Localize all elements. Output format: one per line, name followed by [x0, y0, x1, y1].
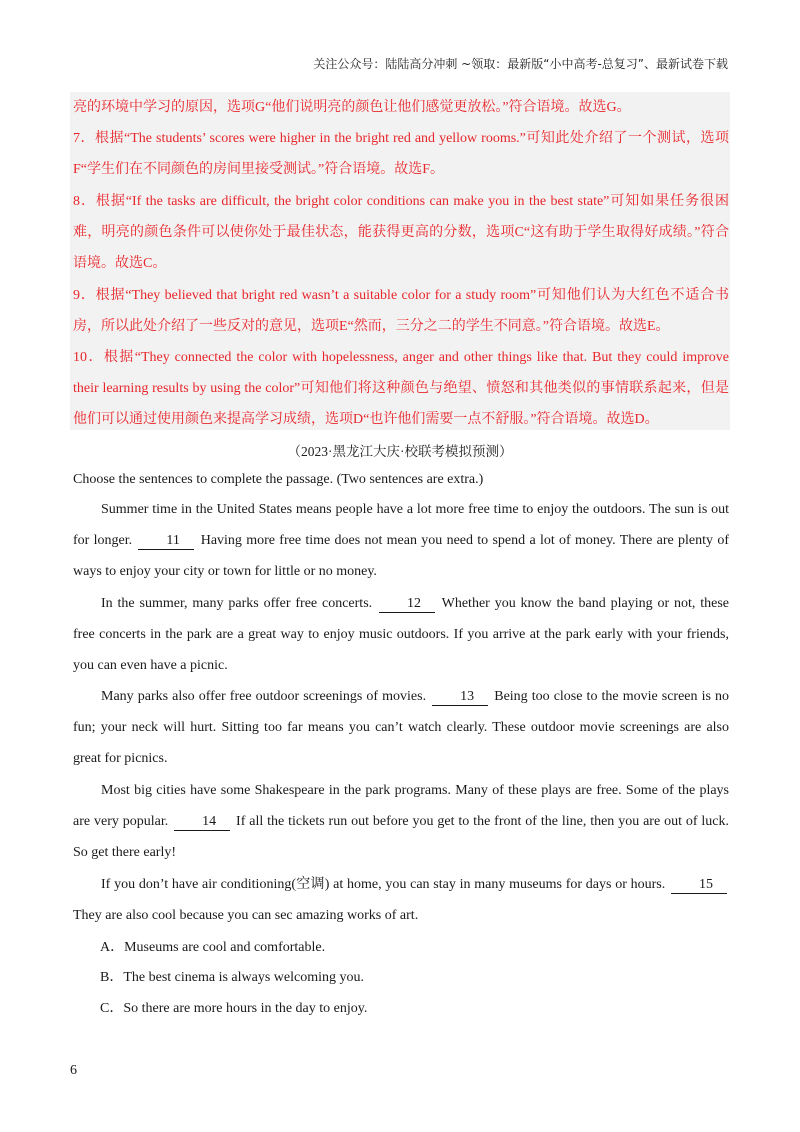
blank-11[interactable]: 11: [138, 533, 194, 550]
page-header: 关注公众号：陆陆高分冲刺 ~领取：最新版“小中高考-总复习”、最新试卷下载: [313, 57, 728, 71]
blank-13[interactable]: 13: [432, 689, 488, 706]
passage-paragraph-4: [73, 775, 729, 868]
explanation-7: 7．根据“The students’ scores were higher in the bright red and yellow rooms.”可知此处介绍了一个测试，选项F“学生们在不同颜色的房间里接受测试。”符合语境。故选F。: [73, 131, 729, 177]
blank-15[interactable]: 15: [671, 877, 727, 894]
paragraph-text: They are also cool because you can sec amazing works of art.: [73, 908, 419, 923]
passage-paragraph-5: [73, 869, 729, 931]
paragraph-text: If you don’t have air conditioning(空调) at home, you can stay in many museums for days or hours.: [101, 877, 669, 892]
paragraph-text: Being too close to the movie screen is no fun; your neck will hurt. Sitting too far means you can’t watch clearly. These outdoor movie screenings are also great for picnics.: [73, 689, 729, 766]
blank-14[interactable]: 14: [174, 814, 230, 831]
paragraph-text: If all the tickets run out before you get to the front of the line, then you are out of luck. So get there early!: [73, 814, 730, 860]
paragraph-text: Having more free time does not mean you need to spend a lot of money. There are plenty of ways to enjoy your city or town for little or no money.: [73, 533, 729, 579]
option-c: C．So there are more hours in the day to enjoy.: [100, 1001, 368, 1016]
question-source: （2023·黑龙江大庆·校联考模拟预测）: [287, 444, 513, 459]
passage-paragraph-1: [73, 494, 729, 587]
explanation-6-tail: 亮的环境中学习的原因，选项G“他们说明亮的颜色让他们感觉更放松。”符合语境。故选G。: [73, 100, 631, 115]
explanation-10: 10．根据“They connected the color with hopelessness, anger and other things like that. But they could improve their learning results by using the color”可知他们将这种颜色与绝望、愤怒和其他类似的事情联系起来，但是他们可以通过使用颜色来提高学习成绩，选项D“也许他们需要一点不舒服。”符合语境。故选D。: [73, 350, 729, 427]
passage-paragraph-2: [73, 588, 729, 681]
paragraph-text: Whether you know the band playing or not, these free concerts in the park are a great way to enjoy music outdoors. If you arrive at the park early with your friends, you can even have a picnic.: [73, 596, 729, 673]
option-b: B．The best cinema is always welcoming you.: [100, 970, 364, 985]
blank-12[interactable]: 12: [379, 596, 435, 613]
paragraph-text: In the summer, many parks offer free concerts.: [101, 596, 378, 611]
page-number: 6: [70, 1063, 77, 1078]
paragraph-text: Most big cities have some Shakespeare in the park programs. Many of these plays are free. Some of the plays are very popular.: [73, 783, 729, 829]
explanation-9: 9．根据“They believed that bright red wasn’t a suitable color for a study room”可知他们认为大红色不适合书房，所以此处介绍了一些反对的意见，选项E“然而，三分之二的学生不同意。”符合语境。故选E。: [73, 288, 729, 334]
paragraph-text: Many parks also offer free outdoor screenings of movies.: [101, 689, 431, 704]
instruction: Choose the sentences to complete the passage. (Two sentences are extra.): [73, 472, 484, 487]
paragraph-text: Summer time in the United States means people have a lot more free time to enjoy the outdoors. The sun is out for longer.: [73, 502, 729, 548]
explanation-8: 8．根据“If the tasks are difficult, the bright color conditions can make you in the best state”可知如果任务很困难，明亮的颜色条件可以使你处于最佳状态，能获得更高的分数，选项C“这有助于学生取得好成绩。”符合语境。故选C。: [73, 194, 729, 271]
option-a: A．Museums are cool and comfortable.: [100, 940, 326, 955]
passage-paragraph-3: [73, 681, 729, 774]
